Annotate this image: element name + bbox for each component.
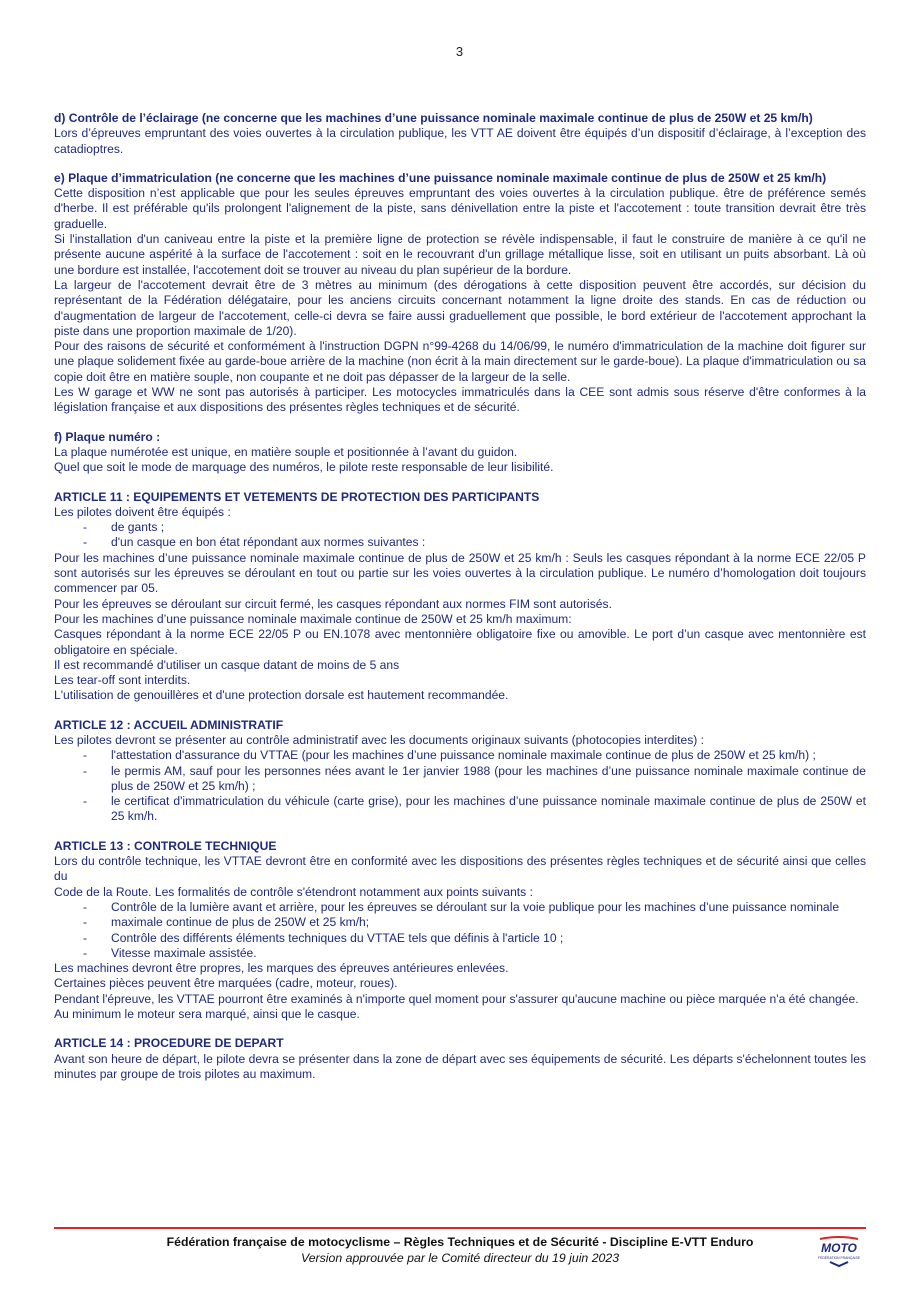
paragraph: Lors du contrôle technique, les VTTAE devront être en conformité avec les dispositions des présentes règles techniques et de sécurité ainsi que celles du [54,854,866,884]
paragraph: Au minimum le moteur sera marqué, ainsi que le casque. [54,1007,360,1022]
article-heading: ARTICLE 11 : EQUIPEMENTS ET VETEMENTS DE PROTECTION DES PARTICIPANTS [54,489,540,504]
paragraph: Les pilotes doivent être équipés : [54,504,231,519]
paragraph: Lors d’épreuves empruntant des voies ouvertes à la circulation publique, les VTT AE doivent être équipés d’un dispositif d’éclairage, à l’exception des catadioptres. [54,126,866,156]
list-item: - maximale continue de plus de 250W et 25 km/h; [54,915,866,930]
paragraph: L'utilisation de genouillères et d'une protection dorsale est hautement recommandée. [54,688,509,703]
paragraph: Si l'installation d'un caniveau entre la piste et la première ligne de protection se révèle indispensable, il faut le construire de manière à ce qu'il ne présente aucune aspérité à la surface de l'accotement : soit en le recouvrant d'un grillage métallique lisse, soit en utilisant un puits absorbant. Là où une bordure est installée, l'accotement doit se trouver au niveau du plan supérieur de la bordure. [54,232,866,277]
paragraph: Pour des raisons de sécurité et conformément à l'instruction DGPN n°99-4268 du 14/06/99, le numéro d'immatriculation de la machine doit figurer sur une plaque solidement fixée au garde-boue arrière de la machine (non écrit à la main directement sur le garde-boue). La plaque d'immatriculation ou sa copie doit être en matière souple, non coupante et ne doit pas dépasser de la largeur de la selle. [54,339,866,384]
list-item: - l'attestation d'assurance du VTTAE (pour les machines d’une puissance nominale maximale continue de plus de 250W et 25 km/h) ; [54,748,866,763]
article-heading: ARTICLE 14 : PROCEDURE DE DEPART [54,1036,284,1051]
logo-swoosh [820,1237,858,1239]
bullet-list [54,748,866,824]
footer-version: Version approuvée par le Comité directeur du 19 juin 2023 [300,1251,620,1265]
paragraph: Quel que soit le mode de marquage des numéros, le pilote reste responsable de leur lisibilité. [54,460,554,475]
list-item: - Vitesse maximale assistée. [54,946,866,961]
paragraph: Pour les machines d’une puissance nominale maximale continue de 250W et 25 km/h maximum: [54,611,572,626]
article-heading: ARTICLE 13 : CONTROLE TECHNIQUE [54,838,277,853]
section-d-lighting [54,111,866,157]
paragraph: Pendant l'épreuve, les VTTAE pourront être examinés à n'importe quel moment pour s'assurer qu'aucune machine ou pièce marquée n'a été changée. [54,991,859,1006]
article-12 [54,718,866,825]
paragraph: Pour les épreuves se déroulant sur circuit fermé, les casques répondant aux normes FIM sont autorisés. [54,596,612,611]
document-body [54,111,866,1096]
footer-divider [54,1227,866,1229]
paragraph: La largeur de l'accotement devrait être de 3 mètres au minimum (des dérogations à cette disposition peuvent être accordés, sur décision du représentant de la Fédération délégataire, pour les anciens circuits concernant notamment la ligne droite des stands. En cas de réduction ou d'augmentation de largeur de l'accotement, celle-ci devra se faire aussi graduellement que possible, le bord extérieur de l'accotement approchant la piste dans une proportion maximale de 1/20). [54,277,866,338]
paragraph: Les machines devront être propres, les marques des épreuves antérieures enlevées. [54,961,509,976]
paragraph: Code de la Route. Les formalités de contrôle s'étendront notamment aux points suivants : [54,884,533,899]
paragraph: Casques répondant à la norme ECE 22/05 P ou EN.1078 avec mentonnière obligatoire fixe ou amovible. Le port d’un casque avec mentonnière est obligatoire en spéciale. [54,627,866,657]
list-item: - de gants ; [54,520,866,535]
paragraph: Les tear-off sont interdits. [54,673,191,688]
bullet-list [54,900,866,961]
paragraph: Certaines pièces peuvent être marquées (cadre, moteur, roues). [54,976,398,991]
article-14 [54,1036,866,1082]
list-item: - Contrôle des différents éléments techniques du VTTAE tels que définis à l'article 10 ; [54,931,866,946]
paragraph: Avant son heure de départ, le pilote devra se présenter dans la zone de départ avec ses équipements de sécurité. Les départs s'échelonnent toutes les minutes par groupe de trois pilotes au maximum. [54,1051,866,1081]
page-footer [54,1234,866,1266]
paragraph: Pour les machines d’une puissance nominale maximale continue de plus de 250W et 25 km/h : Seuls les casques répondant à la norme ECE 22/05 P sont autorisés sur les épreuves se déroulant en tout ou partie sur les voies ouvertes à la circulation publique. Le numéro d’homologation doit toujours commencer par 05. [54,550,866,596]
list-item: - le certificat d'immatriculation du véhicule (carte grise), pour les machines d’une puissance nominale maximale continue de plus de 250W et 25 km/h. [54,794,866,825]
section-e-registration-plate [54,171,866,416]
paragraph: Les pilotes devront se présenter au contrôle administratif avec les documents originaux suivants (photocopies interdites) : [54,732,705,747]
paragraph: Les W garage et WW ne sont pas autorisés à participer. Les motocycles immatriculés dans la CEE sont admis sous réserve d'être conformes à la législation française et aux dispositions des présentes règles techniques et de sécurité. [54,385,866,415]
list-item: - d'un casque en bon état répondant aux normes suivantes : [54,535,866,550]
section-heading: e) Plaque d’immatriculation (ne concerne que les machines d’une puissance nominale maximale continue de plus de 250W et 25 km/h) [54,170,827,185]
section-f-number-plate [54,430,866,476]
logo-wordmark: MOTO [821,1241,857,1255]
ffm-moto-logo [816,1236,862,1268]
section-heading: d) Contrôle de l’éclairage (ne concerne que les machines d’une puissance nominale maximale continue de plus de 250W et 25 km/h) [54,111,813,125]
list-item: - Contrôle de la lumière avant et arrière, pour les épreuves se déroulant sur la voie publique pour les machines d’une puissance nominale [54,900,866,915]
logo-subtitle: FÉDÉRATION FRANÇAISE [818,1256,860,1260]
section-heading: f) Plaque numéro : [54,429,161,444]
bullet-list [54,520,866,551]
paragraph: Il est recommandé d'utiliser un casque datant de moins de 5 ans [54,657,400,672]
page-number: 3 [455,44,464,59]
article-11 [54,490,866,704]
paragraph: La plaque numérotée est unique, en matière souple et positionnée à l’avant du guidon. [54,444,518,459]
logo-chevron [830,1262,848,1266]
article-13 [54,839,866,1023]
footer-title: Fédération française de motocyclisme – Règles Techniques et de Sécurité - Discipline E-VTT Enduro [166,1235,754,1249]
paragraph: Cette disposition n’est applicable que pour les seules épreuves empruntant des voies ouvertes à la circulation publique. être de préférence semés d'herbe. Il est préférable qu'ils prolongent l'alignement de la piste, sans dénivellation entre la piste et l'accotement : toute transition devrait être très graduelle. [54,186,866,231]
list-item: - le permis AM, sauf pour les personnes nées avant le 1er janvier 1988 (pour les machines d’une puissance nominale maximale continue de plus de 250W et 25 km/h) ; [54,764,866,795]
article-heading: ARTICLE 12 : ACCUEIL ADMINISTRATIF [54,717,284,732]
